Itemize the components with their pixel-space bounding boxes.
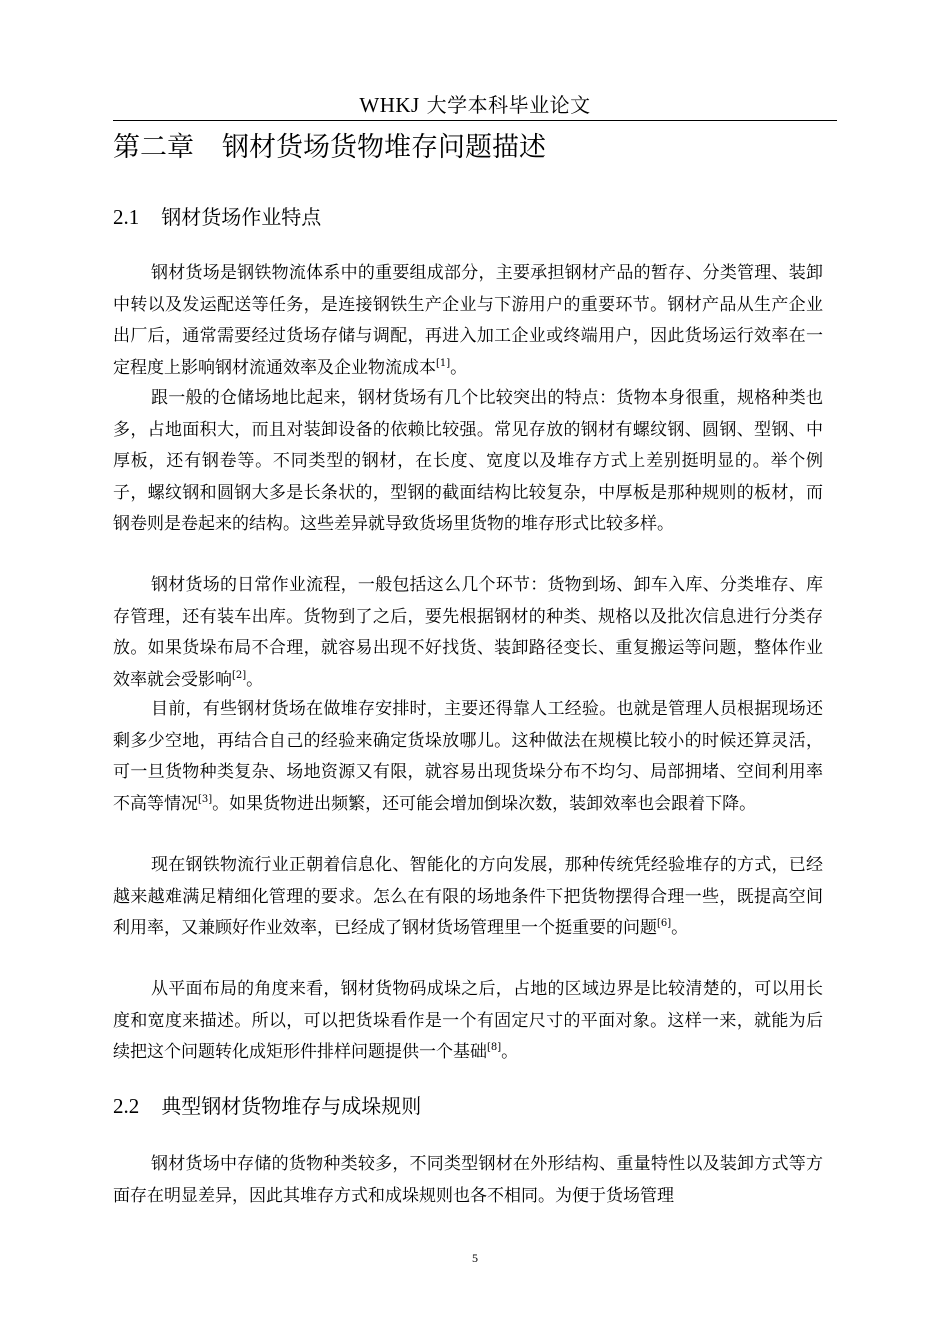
citation-ref: [3] [198,793,213,805]
citation-ref: [6] [657,918,672,929]
body-paragraph [113,383,823,541]
section-heading-text: 典型钢材货物堆存与成垛规则 [161,1094,422,1118]
section-number: 2.1 [113,205,140,229]
page-number: 5 [472,1251,478,1265]
header-institution-code: WHKJ [359,93,420,117]
paragraph-text: 钢材货场是钢铁物流体系中的重要组成部分，主要承担钢材产品的暂存、分类管理、装卸中转以及发运配送等任务，是连接钢铁生产企业与下游用户的重要环节。钢材产品从生产企业出厂后，通常需要经过货场存储与调配，再进入加工企业或终端用户，因此货场运行效率在一定程度上影响钢材流通效率及企业物流成本 [113,263,823,378]
body-paragraph [113,974,823,1069]
paragraph-text: 从平面布局的角度来看，钢材货物码成垛之后，占地的区域边界是比较清楚的，可以用长度和宽度来描述。所以，可以把货垛看作是一个有固定尺寸的平面对象。这样一来，就能为后续把这个问题转化成矩形件排样问题提供一个基础 [113,979,823,1062]
paragraph-text: 钢材货场的日常作业流程，一般包括这么几个环节：货物到场、卸车入库、分类堆存、库存管理，还有装车出库。货物到了之后，要先根据钢材的种类、规格以及批次信息进行分类存放。如果货垛布局不合理，就容易出现不好找货、装卸路径变长、重复搬运等问题，整体作业效率就会受影响 [113,575,823,690]
header-title: 大学本科毕业论文 [426,93,591,117]
paragraph-tail: 。 [246,669,264,690]
paragraph-tail: 。 [501,1042,519,1062]
body-paragraph [113,258,823,384]
paragraph-tail: 。 [450,357,468,378]
citation-ref: [8] [487,1042,502,1053]
chapter-title [113,130,546,166]
body-paragraph [113,694,823,820]
running-header [113,92,837,118]
section-number: 2.2 [113,1094,140,1118]
chapter-heading-text: 钢材货场货物堆存问题描述 [222,132,546,163]
paragraph-tail: 。如果货物进出频繁，还可能会增加倒垛次数，装卸效率也会跟着下降。 [212,793,757,814]
section-heading-2-2 [113,1092,421,1120]
paragraph-text: 钢材货场中存储的货物种类较多，不同类型钢材在外形结构、重量特性以及装卸方式等方面存在明显差异，因此其堆存方式和成垛规则也各不相同。为便于货场管理 [113,1154,823,1206]
citation-ref: [1] [436,357,451,369]
body-paragraph [113,1149,823,1212]
body-paragraph [113,850,823,945]
paragraph-text: 目前，有些钢材货场在做堆存安排时，主要还得靠人工经验。也就是管理人员根据现场还剩多少空地，再结合自己的经验来确定货垛放哪儿。这种做法在规模比较小的时候还算灵活，可一旦货物种类复杂、场地资源又有限，就容易出现货垛分布不均匀、局部拥堵、空间利用率不高等情况 [113,699,823,814]
body-paragraph [113,570,823,696]
paragraph-text: 现在钢铁物流行业正朝着信息化、智能化的方向发展，那种传统凭经验堆存的方式，已经越来越难满足精细化管理的要求。怎么在有限的场地条件下把货物摆得合理一些，既提高空间利用率，又兼顾好作业效率，已经成了钢材货场管理里一个挺重要的问题 [113,855,823,938]
paragraph-tail: 。 [671,918,689,938]
citation-ref: [2] [232,669,247,681]
section-heading-text: 钢材货场作业特点 [161,205,322,229]
section-heading-2-1 [113,203,321,231]
paragraph-text: 跟一般的仓储场地比起来，钢材货场有几个比较突出的特点：货物本身很重，规格种类也多，占地面积大，而且对装卸设备的依赖比较强。常见存放的钢材有螺纹钢、圆钢、型钢、中厚板，还有钢卷等。不同类型的钢材，在长度、宽度以及堆存方式上差别挺明显的。举个例子，螺纹钢和圆钢大多是长条状的，型钢的截面结构比较复杂，中厚板是那种规则的板材，而钢卷则是卷起来的结构。这些差异就导致货场里货物的堆存形式比较多样。 [113,388,823,534]
chapter-number: 第二章 [113,132,194,163]
header-rule [113,120,837,121]
